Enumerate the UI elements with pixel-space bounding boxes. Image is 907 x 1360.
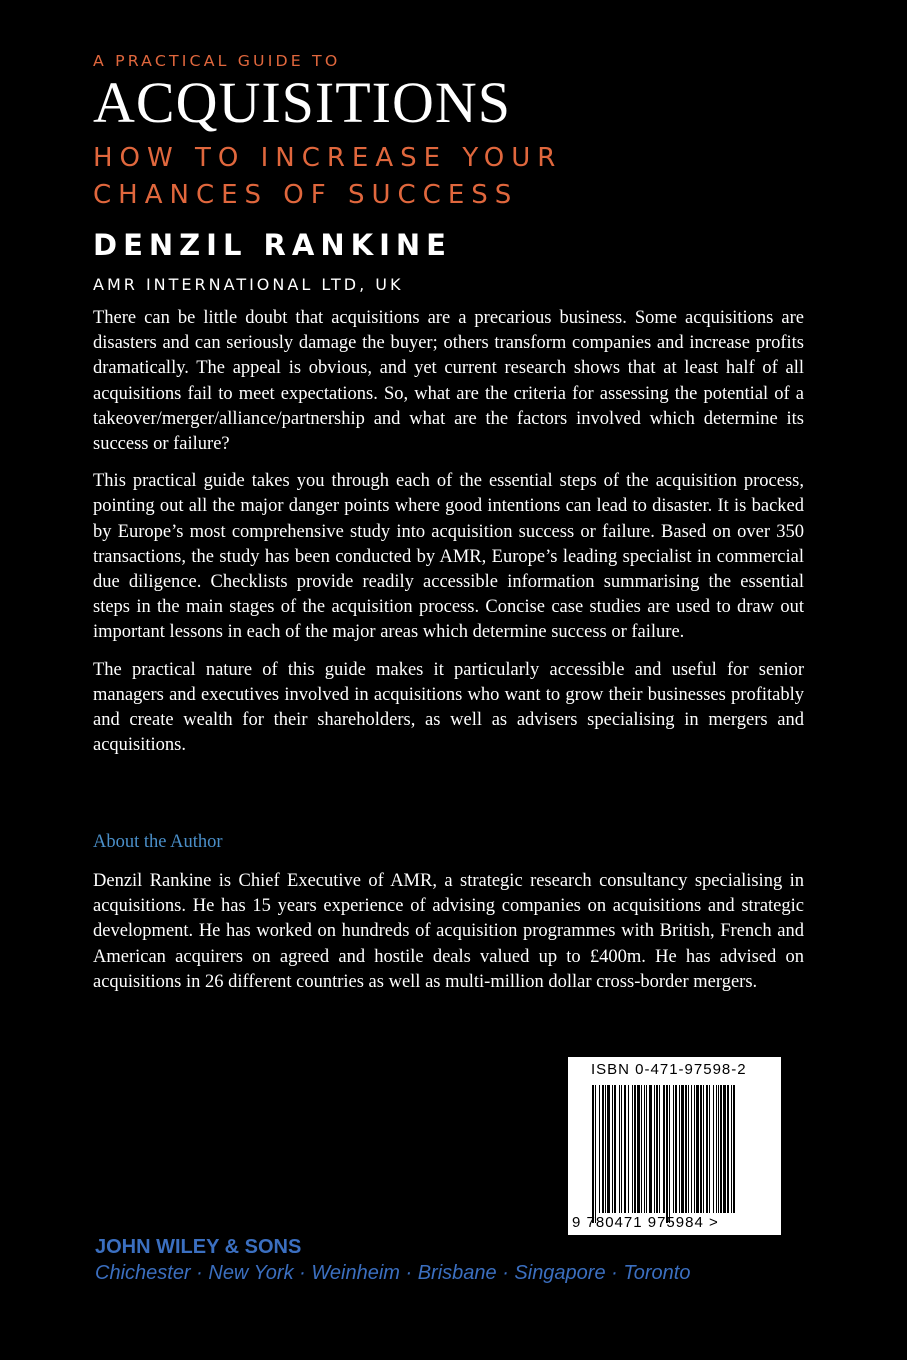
series-label: A PRACTICAL GUIDE TO	[93, 52, 341, 70]
publisher-name: JOHN WILEY & SONS	[95, 1236, 302, 1258]
publisher-locations: Chichester · New York · Weinheim · Brisbane · Singapore · Toronto	[95, 1262, 691, 1284]
barcode-bars	[568, 1057, 781, 1235]
barcode-bar	[718, 1085, 719, 1213]
barcode-bar	[673, 1085, 674, 1213]
barcode-bar	[700, 1085, 702, 1213]
blurb-paragraph: This practical guide takes you through each of the essential steps of the acquisition process, pointing out all the major danger points where good intentions can lead to disaster. It is backed by Europe’s most comprehensive study into acquisition success or failure. Based on over 350 transactions, the study has been conducted by AMR, Europe’s leading specialist in commercial due diligence. Checklists provide readily accessible information summarising the essential steps in the main stages of the acquisition process. Concise case studies are used to draw out important lessons in each of the major areas which determine success or failure.	[93, 471, 804, 643]
barcode-bar	[694, 1085, 695, 1213]
barcode-bar	[595, 1085, 596, 1223]
blurb-paragraph: The practical nature of this guide makes it particularly accessible and useful for senior managers and executives involved in acquisitions who want to grow their businesses profitably and create wealth for their shareholders, as well as advisers specialising in mergers and acquisitions.	[93, 659, 804, 756]
barcode-bar	[619, 1085, 620, 1213]
barcode-bar	[612, 1085, 613, 1213]
barcode-bar	[663, 1085, 665, 1213]
barcode-bar	[641, 1085, 642, 1213]
barcode-bar	[656, 1085, 658, 1213]
barcode-bar	[659, 1085, 660, 1213]
barcode-bar	[685, 1085, 687, 1213]
barcode-bar	[637, 1085, 640, 1213]
isbn-label: ISBN 0-471-97598-2	[591, 1061, 747, 1078]
barcode-bar	[723, 1085, 726, 1213]
author-affiliation: AMR INTERNATIONAL LTD, UK	[93, 275, 404, 294]
barcode-bar	[666, 1085, 668, 1223]
author-name: DENZIL RANKINE	[93, 228, 452, 262]
subtitle-line-2: CHANCES OF SUCCESS	[93, 180, 519, 210]
barcode-bar	[681, 1085, 684, 1213]
barcode-bar	[644, 1085, 645, 1213]
barcode-bar	[624, 1085, 626, 1213]
isbn-barcode	[568, 1057, 781, 1235]
barcode-bar	[706, 1085, 708, 1213]
barcode-bar	[592, 1085, 594, 1223]
barcode-bar	[607, 1085, 610, 1213]
barcode-bar	[646, 1085, 647, 1213]
barcode-bar	[621, 1085, 622, 1213]
barcode-bar	[691, 1085, 692, 1213]
barcode-bar	[679, 1085, 680, 1213]
barcode-bar	[716, 1085, 717, 1213]
barcode-bar	[654, 1085, 655, 1213]
barcode-digits: 9 780471 975984 >	[572, 1214, 719, 1231]
barcode-bar	[599, 1085, 600, 1213]
about-author-text: Denzil Rankine is Chief Executive of AMR, a strategic research consultancy specialising in acquisitions. He has 15 years experience of advising companies on acquisitions and strategic development. He has worked on hundreds of acquisition programmes with British, French and American acquirers on agreed and hostile deals valued up to £400m. He has advised on acquisitions in 26 different countries as well as multi-million dollar cross-border mergers.	[93, 871, 804, 992]
blurb-paragraph: There can be little doubt that acquisitions are a precarious business. Some acquisitions are disasters and can seriously damage the buyer; others transform companies and increase profits dramatically. The appeal is obvious, and yet current research shows that at least half of all acquisitions fail to meet expectations. So, what are the criteria for assessing the potential of a takeover/merger/alliance/partnership and what are the factors involved which determine its success or failure?	[93, 308, 804, 455]
barcode-bar	[634, 1085, 636, 1213]
book-title: ACQUISITIONS	[93, 70, 511, 135]
barcode-bar	[720, 1085, 722, 1213]
blurb-text	[93, 306, 804, 770]
barcode-bar	[628, 1085, 629, 1213]
barcode-bar	[733, 1085, 735, 1213]
barcode-bar	[669, 1085, 670, 1223]
barcode-bar	[632, 1085, 633, 1213]
barcode-bar	[614, 1085, 616, 1213]
barcode-bar	[709, 1085, 710, 1213]
barcode-bar	[675, 1085, 677, 1213]
subtitle-line-1: HOW TO INCREASE YOUR	[93, 143, 563, 173]
barcode-bar	[605, 1085, 606, 1213]
book-subtitle	[93, 140, 562, 214]
barcode-bar	[703, 1085, 704, 1213]
barcode-bar	[649, 1085, 652, 1213]
barcode-bar	[602, 1085, 604, 1213]
barcode-bar	[696, 1085, 699, 1213]
about-author-heading: About the Author	[93, 832, 223, 852]
barcode-bar	[731, 1085, 732, 1213]
barcode-bar	[727, 1085, 729, 1213]
barcode-bar	[688, 1085, 689, 1213]
barcode-bar	[713, 1085, 714, 1213]
